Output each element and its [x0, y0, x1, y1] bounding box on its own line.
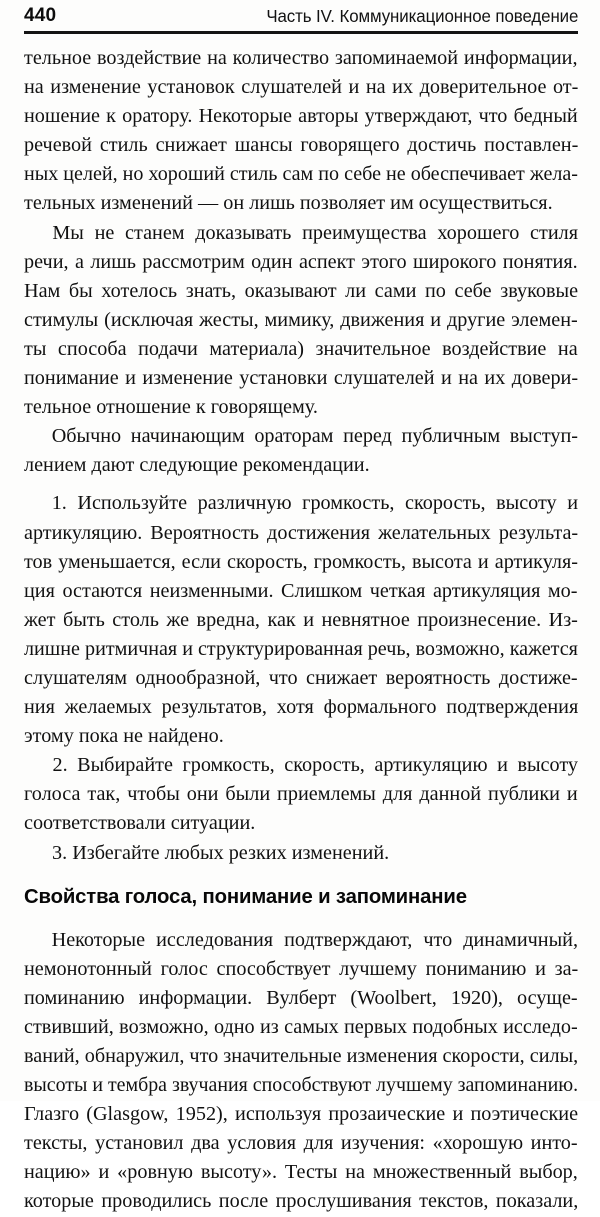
text-line: тельное отношение к говорящему. [24, 396, 318, 419]
text-line: ношение к оратору. Некоторые авторы утверждают, что бедный [24, 105, 578, 128]
text-line: Мы не станем доказывать преимущества хорошего стиля [24, 219, 578, 248]
text-line: Нам бы хотелось знать, оказывают ли сами по себе звуковые [24, 279, 579, 302]
text-line: слушателям однообразной, что снижает вероятность достиже- [24, 666, 578, 689]
text-line: ция остаются неизменными. Слишком четкая артикуляция мо- [24, 579, 578, 602]
page-number: 440 [24, 5, 57, 26]
text-line: 3. Избегайте любых резких изменений. [52, 841, 390, 864]
text-line: на изменение установок слушателей и на их доверительное от- [24, 76, 579, 99]
section-heading: Свойства голоса, понимание и запоминание [24, 884, 467, 908]
paragraph-4 [24, 926, 578, 1217]
text-line: соответствовали ситуации. [24, 812, 256, 835]
first-line-indent [24, 489, 52, 518]
text-line: поминанию информации. Вулберт (Woolbert, 1920), осуще- [24, 986, 578, 1009]
running-head [24, 5, 578, 31]
text-line: ствивший, возможно, одно из самых первых подобных исследо- [24, 1015, 578, 1038]
page-body [24, 44, 578, 1217]
text-line: нацию» и «ровную высоту». Тесты на множественный выбор, [24, 1161, 578, 1184]
first-line-indent [24, 219, 52, 248]
text-line: лением дают следующие рекомендации. [24, 454, 370, 477]
paragraph-2 [24, 219, 578, 423]
text-line: Обычно начинающим ораторам перед публичным выступ- [24, 422, 578, 451]
text-line: тов уменьшается, если скорость, громкость, высота и артикуля- [24, 550, 578, 573]
text-line: 1. Используйте различную громкость, скорость, высоту и [24, 489, 578, 518]
text-line: тексты, установил два условия для изучения: «хорошую инто- [24, 1132, 578, 1155]
paragraph-3 [24, 422, 578, 480]
list-spacer [24, 480, 578, 489]
text-line: жет быть столь же вредна, как и невнятное произнесение. Из- [24, 608, 578, 631]
text-line: ты способа подачи материала) значительное воздействие на [24, 337, 578, 360]
heading-spacer-below [24, 910, 578, 926]
text-line: тельных изменений — он лишь позволяет им осуществиться. [24, 192, 553, 215]
list-item-2 [24, 751, 578, 838]
text-line: артикуляцию. Вероятность достижения желательных результа- [24, 521, 579, 544]
text-line: этому пока не найдено. [24, 725, 224, 748]
text-line: стимулы (исключая жесты, мимику, движения и другие элемен- [24, 308, 578, 331]
text-line: немонотонный голос способствует лучшему пониманию и за- [24, 957, 579, 980]
text-line: 2. Выбирайте громкость, скорость, артикуляцию и высоту [24, 751, 578, 780]
text-line: лишне ритмичная и структурированная речь, возможно, кажется [24, 637, 578, 660]
text-line: речевой стиль снижает шансы говорящего достичь поставлен- [24, 134, 579, 157]
text-line: голоса так, чтобы они были приемлемы для данной публики и [24, 783, 578, 806]
text-line: понимание и изменение установки слушателей и на их довери- [24, 367, 579, 390]
list-item-1 [24, 489, 578, 751]
list-item-3 [24, 839, 578, 868]
text-line: ных целей, но хороший стиль сам по себе не обеспечивает жела- [24, 163, 578, 186]
first-line-indent [24, 422, 52, 451]
text-line: речи, а лишь рассмотрим один аспект этого широкого понятия. [24, 250, 578, 273]
text-line: Глазго (Glasgow, 1952), используя прозаические и поэтические [24, 1103, 579, 1126]
first-line-indent [24, 751, 52, 780]
paragraph-continuation [24, 44, 578, 219]
heading-spacer-above [24, 868, 578, 884]
running-head-title: Часть IV. Коммуникационное поведение [266, 6, 578, 26]
text-line: ваний, обнаружил, что значительные изменения скорости, силы, [24, 1045, 579, 1067]
text-line: Некоторые исследования подтверждают, что динамичный, [24, 926, 578, 955]
text-line: ния желаемых результатов, хотя формального подтверждения [24, 696, 579, 719]
first-line-indent [24, 926, 52, 955]
text-line: высоты и тембра звучания способствуют лучшему запоминанию. [24, 1074, 579, 1097]
text-line: которые проводились после прослушивания текстов, показали, [24, 1190, 579, 1213]
header-rule [24, 31, 578, 34]
text-line: тельное воздействие на количество запоминаемой информации, [24, 47, 578, 69]
